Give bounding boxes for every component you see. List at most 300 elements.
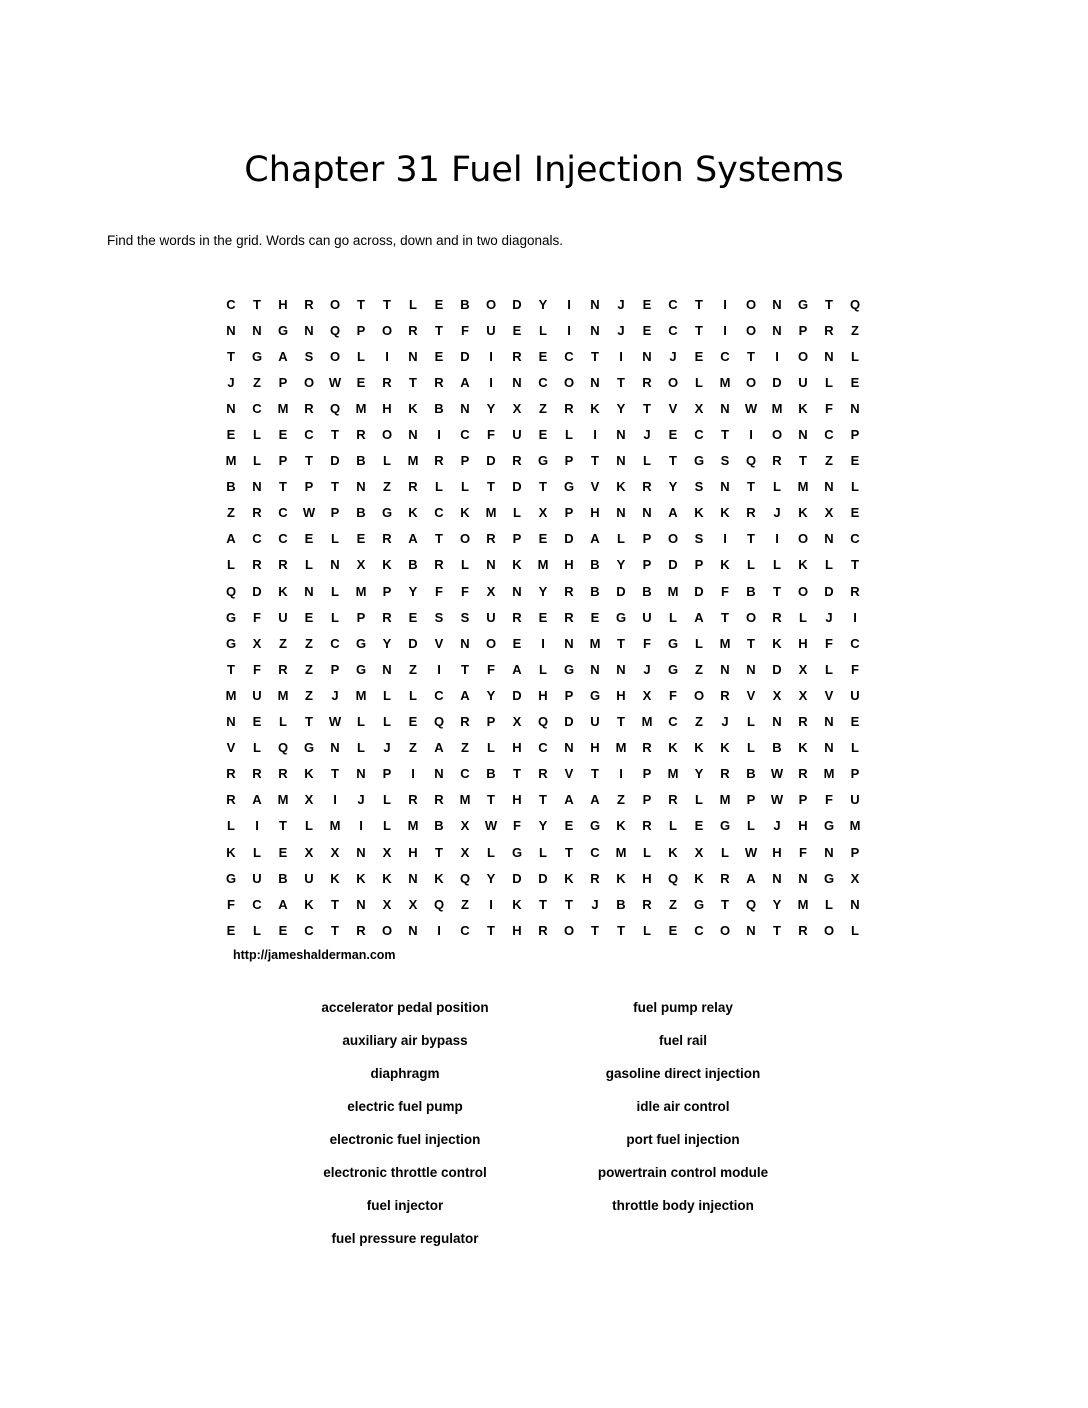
grid-letter: T bbox=[487, 922, 495, 938]
grid-letter: K bbox=[616, 818, 626, 834]
grid-letter: G bbox=[303, 740, 315, 756]
grid-letter: M bbox=[797, 479, 809, 495]
grid-letter: N bbox=[460, 635, 470, 651]
grid-letter: L bbox=[695, 374, 703, 390]
grid-letter: K bbox=[512, 896, 522, 912]
grid-letter: R bbox=[720, 687, 730, 703]
grid-letter: A bbox=[434, 740, 444, 756]
grid-letter: R bbox=[382, 609, 392, 625]
grid-letter: C bbox=[694, 922, 704, 938]
grid-letter: K bbox=[304, 896, 314, 912]
grid-letter: N bbox=[408, 427, 418, 443]
grid-letter: L bbox=[747, 740, 755, 756]
grid-letter: O bbox=[797, 583, 809, 599]
grid-letter: M bbox=[719, 374, 731, 390]
grid-letter: V bbox=[564, 766, 574, 782]
grid-letter: Y bbox=[382, 635, 392, 651]
word-list-item: fuel rail bbox=[658, 1033, 707, 1048]
grid-letter: K bbox=[720, 740, 730, 756]
grid-letter: F bbox=[461, 583, 469, 599]
grid-letter: R bbox=[434, 374, 444, 390]
grid-letter: O bbox=[563, 922, 575, 938]
grid-letter: H bbox=[590, 505, 600, 521]
grid-letter: R bbox=[408, 322, 418, 338]
grid-letter: L bbox=[851, 479, 859, 495]
grid-letter: I bbox=[723, 531, 727, 547]
grid-letter: P bbox=[356, 322, 366, 338]
grid-letter: L bbox=[279, 714, 287, 730]
grid-letter: O bbox=[485, 635, 497, 651]
grid-letter: I bbox=[437, 427, 441, 443]
grid-letter: X bbox=[330, 844, 340, 860]
grid-letter: K bbox=[798, 557, 808, 573]
grid-letter: L bbox=[227, 557, 235, 573]
word-list-item: idle air control bbox=[636, 1099, 730, 1114]
grid-letter: L bbox=[461, 557, 469, 573]
grid-letter: M bbox=[407, 453, 419, 469]
grid-letter: S bbox=[434, 609, 444, 625]
grid-letter: F bbox=[461, 322, 469, 338]
grid-letter: N bbox=[434, 766, 444, 782]
grid-letter: B bbox=[434, 400, 444, 416]
grid-letter: E bbox=[226, 427, 236, 443]
grid-letter: E bbox=[850, 453, 860, 469]
grid-letter: E bbox=[590, 609, 600, 625]
grid-letter: L bbox=[851, 740, 859, 756]
grid-letter: O bbox=[303, 374, 315, 390]
grid-letter: Y bbox=[772, 896, 782, 912]
grid-letter: I bbox=[593, 427, 597, 443]
grid-letter: I bbox=[489, 348, 493, 364]
grid-letter: G bbox=[355, 635, 367, 651]
grid-letter: O bbox=[563, 374, 575, 390]
grid-letter: T bbox=[539, 792, 547, 808]
grid-letter: E bbox=[304, 609, 314, 625]
grid-letter: W bbox=[302, 505, 316, 521]
grid-letter: M bbox=[667, 583, 679, 599]
grid-letter: L bbox=[539, 661, 547, 677]
grid-letter: R bbox=[538, 922, 548, 938]
grid-letter: R bbox=[356, 427, 366, 443]
grid-letter: N bbox=[590, 374, 600, 390]
grid-letter: E bbox=[694, 348, 704, 364]
grid-letter: L bbox=[383, 687, 391, 703]
grid-letter: G bbox=[589, 687, 601, 703]
grid-letter: P bbox=[382, 766, 392, 782]
grid-letter: Y bbox=[486, 870, 496, 886]
grid-letter: T bbox=[305, 453, 313, 469]
grid-letter: N bbox=[720, 661, 730, 677]
grid-letter: Q bbox=[459, 870, 471, 886]
grid-letter: R bbox=[642, 818, 652, 834]
grid-letter: T bbox=[773, 922, 781, 938]
grid-letter: R bbox=[226, 766, 236, 782]
grid-letter: R bbox=[824, 322, 834, 338]
grid-letter: N bbox=[304, 322, 314, 338]
grid-letter: N bbox=[226, 322, 236, 338]
grid-letter: M bbox=[667, 766, 679, 782]
grid-letter: U bbox=[486, 322, 496, 338]
grid-letter: B bbox=[746, 766, 756, 782]
grid-letter: R bbox=[408, 479, 418, 495]
grid-letter: M bbox=[459, 792, 471, 808]
grid-letter: T bbox=[695, 322, 703, 338]
grid-letter: J bbox=[643, 427, 651, 443]
grid-letter: C bbox=[720, 348, 730, 364]
grid-letter: Z bbox=[305, 687, 313, 703]
grid-letter: R bbox=[226, 792, 236, 808]
grid-letter: L bbox=[669, 818, 677, 834]
grid-letter: P bbox=[356, 609, 366, 625]
grid-letter: E bbox=[278, 427, 288, 443]
grid-letter: T bbox=[747, 479, 755, 495]
grid-letter: D bbox=[564, 531, 574, 547]
grid-letter: X bbox=[408, 896, 418, 912]
grid-letter: D bbox=[824, 583, 834, 599]
grid-letter: A bbox=[460, 374, 470, 390]
grid-letter: H bbox=[382, 400, 392, 416]
grid-letter: I bbox=[255, 818, 259, 834]
grid-letter: X bbox=[460, 844, 470, 860]
grid-letter: H bbox=[538, 687, 548, 703]
grid-letter: P bbox=[382, 583, 392, 599]
grid-letter: N bbox=[512, 583, 522, 599]
grid-letter: E bbox=[356, 531, 366, 547]
grid-letter: O bbox=[745, 374, 757, 390]
grid-letter: P bbox=[850, 766, 860, 782]
grid-letter: G bbox=[277, 322, 289, 338]
grid-letter: B bbox=[408, 557, 418, 573]
grid-letter: E bbox=[226, 922, 236, 938]
grid-letter: C bbox=[590, 844, 600, 860]
grid-letter: Z bbox=[409, 740, 417, 756]
grid-letter: T bbox=[643, 400, 651, 416]
grid-letter: D bbox=[564, 714, 574, 730]
grid-letter: I bbox=[437, 922, 441, 938]
grid-letter: H bbox=[564, 557, 574, 573]
grid-letter: X bbox=[252, 635, 262, 651]
grid-letter: E bbox=[850, 505, 860, 521]
grid-letter: K bbox=[304, 766, 314, 782]
grid-letter: M bbox=[225, 687, 237, 703]
grid-letter: N bbox=[616, 505, 626, 521]
grid-letter: U bbox=[642, 609, 652, 625]
word-list-item: diaphragm bbox=[370, 1066, 440, 1081]
grid-letter: R bbox=[772, 609, 782, 625]
grid-letter: N bbox=[226, 400, 236, 416]
grid-letter: M bbox=[355, 583, 367, 599]
grid-letter: C bbox=[694, 427, 704, 443]
grid-letter: A bbox=[408, 531, 418, 547]
grid-letter: A bbox=[590, 792, 600, 808]
word-list-item: electric fuel pump bbox=[347, 1099, 463, 1114]
grid-letter: M bbox=[537, 557, 549, 573]
grid-letter: C bbox=[460, 766, 470, 782]
grid-letter: K bbox=[694, 740, 704, 756]
grid-letter: R bbox=[252, 557, 262, 573]
grid-letter: L bbox=[357, 714, 365, 730]
grid-letter: X bbox=[460, 818, 470, 834]
grid-letter: Q bbox=[433, 714, 445, 730]
word-list-item: electronic fuel injection bbox=[329, 1132, 481, 1147]
grid-letter: A bbox=[252, 792, 262, 808]
grid-letter: N bbox=[330, 557, 340, 573]
word-list-item: fuel pump relay bbox=[633, 1000, 733, 1015]
grid-letter: E bbox=[278, 844, 288, 860]
grid-letter: C bbox=[668, 296, 678, 312]
grid-letter: Z bbox=[669, 896, 677, 912]
grid-letter: E bbox=[512, 322, 522, 338]
grid-letter: F bbox=[721, 583, 729, 599]
grid-letter: I bbox=[359, 818, 363, 834]
grid-letter: Z bbox=[461, 896, 469, 912]
grid-letter: I bbox=[437, 661, 441, 677]
grid-letter: P bbox=[564, 687, 574, 703]
grid-letter: K bbox=[720, 505, 730, 521]
word-list-item: auxiliary air bypass bbox=[342, 1033, 468, 1048]
grid-letter: C bbox=[668, 714, 678, 730]
grid-letter: R bbox=[512, 609, 522, 625]
grid-letter: T bbox=[539, 479, 547, 495]
grid-letter: P bbox=[642, 766, 652, 782]
grid-letter: F bbox=[825, 400, 833, 416]
grid-letter: V bbox=[746, 687, 756, 703]
grid-letter: D bbox=[330, 453, 340, 469]
grid-letter: Q bbox=[329, 322, 341, 338]
grid-letter: E bbox=[278, 922, 288, 938]
grid-letter: R bbox=[798, 922, 808, 938]
grid-letter: C bbox=[278, 505, 288, 521]
grid-letter: U bbox=[512, 427, 522, 443]
grid-letter: T bbox=[591, 348, 599, 364]
grid-letter: N bbox=[772, 296, 782, 312]
grid-letter: B bbox=[460, 296, 470, 312]
grid-letter: R bbox=[772, 453, 782, 469]
grid-letter: G bbox=[563, 479, 575, 495]
grid-letter: P bbox=[642, 531, 652, 547]
grid-letter: K bbox=[382, 870, 392, 886]
grid-letter: N bbox=[642, 505, 652, 521]
grid-letter: P bbox=[486, 714, 496, 730]
grid-letter: D bbox=[772, 374, 782, 390]
grid-letter: T bbox=[331, 427, 339, 443]
word-list-item: powertrain control module bbox=[597, 1165, 769, 1180]
grid-letter: R bbox=[434, 453, 444, 469]
grid-letter: F bbox=[253, 609, 261, 625]
grid-letter: F bbox=[825, 792, 833, 808]
grid-letter: Q bbox=[537, 714, 549, 730]
grid-letter: X bbox=[356, 557, 366, 573]
grid-letter: D bbox=[538, 870, 548, 886]
grid-letter: L bbox=[799, 609, 807, 625]
grid-letter: Z bbox=[695, 661, 703, 677]
grid-letter: C bbox=[850, 531, 860, 547]
grid-letter: B bbox=[486, 766, 496, 782]
grid-letter: R bbox=[252, 766, 262, 782]
grid-letter: F bbox=[253, 661, 261, 677]
grid-letter: T bbox=[383, 296, 391, 312]
grid-letter: L bbox=[253, 922, 261, 938]
word-list-item: electronic throttle control bbox=[323, 1165, 487, 1180]
grid-letter: Y bbox=[486, 687, 496, 703]
grid-letter: M bbox=[615, 740, 627, 756]
grid-letter: M bbox=[329, 818, 341, 834]
grid-letter: T bbox=[461, 661, 469, 677]
grid-letter: L bbox=[773, 479, 781, 495]
grid-letter: G bbox=[693, 453, 705, 469]
grid-letter: T bbox=[799, 453, 807, 469]
grid-letter: X bbox=[538, 505, 548, 521]
grid-letter: O bbox=[459, 531, 471, 547]
grid-letter: M bbox=[277, 400, 289, 416]
grid-letter: R bbox=[434, 792, 444, 808]
grid-letter: R bbox=[538, 766, 548, 782]
grid-letter: L bbox=[539, 322, 547, 338]
grid-letter: T bbox=[721, 896, 729, 912]
grid-letter: N bbox=[252, 479, 262, 495]
grid-letter: G bbox=[615, 609, 627, 625]
grid-letter: P bbox=[798, 792, 808, 808]
grid-letter: I bbox=[541, 635, 545, 651]
grid-letter: L bbox=[617, 531, 625, 547]
grid-letter: P bbox=[330, 505, 340, 521]
grid-letter: P bbox=[512, 531, 522, 547]
grid-letter: X bbox=[642, 687, 652, 703]
grid-letter: R bbox=[356, 922, 366, 938]
grid-letter: P bbox=[642, 792, 652, 808]
grid-letter: M bbox=[719, 635, 731, 651]
grid-letter: G bbox=[381, 505, 393, 521]
grid-letter: M bbox=[355, 687, 367, 703]
grid-letter: T bbox=[435, 844, 443, 860]
grid-letter: G bbox=[511, 844, 523, 860]
grid-letter: I bbox=[333, 792, 337, 808]
grid-letter: C bbox=[538, 740, 548, 756]
grid-letter: A bbox=[590, 531, 600, 547]
grid-letter: R bbox=[850, 583, 860, 599]
grid-letter: C bbox=[434, 505, 444, 521]
grid-letter: C bbox=[538, 374, 548, 390]
grid-letter: E bbox=[668, 922, 678, 938]
grid-letter: Y bbox=[538, 296, 548, 312]
grid-letter: R bbox=[642, 479, 652, 495]
grid-letter: M bbox=[225, 453, 237, 469]
grid-letter: L bbox=[331, 609, 339, 625]
grid-letter: D bbox=[668, 557, 678, 573]
grid-letter: E bbox=[252, 714, 262, 730]
grid-letter: G bbox=[225, 609, 237, 625]
grid-letter: T bbox=[669, 453, 677, 469]
grid-letter: F bbox=[513, 818, 521, 834]
grid-letter: K bbox=[408, 400, 418, 416]
grid-letter: L bbox=[825, 374, 833, 390]
grid-letter: N bbox=[512, 374, 522, 390]
grid-letter: P bbox=[746, 792, 756, 808]
grid-letter: J bbox=[643, 661, 651, 677]
grid-letter: N bbox=[772, 870, 782, 886]
grid-letter: N bbox=[824, 348, 834, 364]
grid-letter: K bbox=[460, 505, 470, 521]
grid-letter: L bbox=[253, 740, 261, 756]
grid-letter: S bbox=[694, 531, 704, 547]
grid-letter: Z bbox=[695, 714, 703, 730]
grid-letter: E bbox=[642, 322, 652, 338]
grid-letter: F bbox=[227, 896, 235, 912]
grid-letter: P bbox=[278, 453, 288, 469]
grid-letter: E bbox=[538, 531, 548, 547]
grid-letter: P bbox=[460, 453, 470, 469]
grid-letter: O bbox=[745, 296, 757, 312]
grid-letter: G bbox=[823, 870, 835, 886]
grid-letter: J bbox=[357, 792, 365, 808]
grid-letter: A bbox=[746, 870, 756, 886]
grid-letter: R bbox=[798, 766, 808, 782]
grid-letter: Z bbox=[279, 635, 287, 651]
grid-letter: G bbox=[667, 635, 679, 651]
grid-letter: B bbox=[590, 583, 600, 599]
grid-letter: X bbox=[512, 714, 522, 730]
grid-letter: Y bbox=[694, 766, 704, 782]
grid-letter: H bbox=[590, 740, 600, 756]
grid-letter: I bbox=[775, 348, 779, 364]
grid-letter: L bbox=[435, 479, 443, 495]
grid-letter: N bbox=[252, 322, 262, 338]
grid-letter: T bbox=[851, 557, 859, 573]
grid-letter: E bbox=[304, 531, 314, 547]
grid-letter: T bbox=[409, 374, 417, 390]
grid-letter: L bbox=[253, 453, 261, 469]
grid-letter: T bbox=[565, 844, 573, 860]
grid-letter: N bbox=[408, 348, 418, 364]
grid-letter: X bbox=[850, 870, 860, 886]
grid-letter: J bbox=[617, 296, 625, 312]
grid-letter: A bbox=[278, 896, 288, 912]
word-list-right-column bbox=[518, 991, 848, 1222]
grid-letter: I bbox=[723, 322, 727, 338]
grid-letter: K bbox=[356, 870, 366, 886]
grid-letter: L bbox=[747, 557, 755, 573]
grid-letter: R bbox=[668, 792, 678, 808]
grid-letter: T bbox=[513, 766, 521, 782]
grid-letter: C bbox=[252, 896, 262, 912]
grid-letter: T bbox=[305, 714, 313, 730]
grid-letter: D bbox=[512, 870, 522, 886]
grid-letter: H bbox=[798, 635, 808, 651]
grid-letter: G bbox=[225, 635, 237, 651]
grid-letter: C bbox=[226, 296, 236, 312]
grid-letter: E bbox=[512, 635, 522, 651]
grid-letter: F bbox=[851, 661, 859, 677]
grid-letter: U bbox=[590, 714, 600, 730]
grid-letter: O bbox=[667, 531, 679, 547]
grid-letter: O bbox=[823, 922, 835, 938]
grid-letter: K bbox=[512, 557, 522, 573]
grid-letter: D bbox=[408, 635, 418, 651]
grid-letter: T bbox=[227, 661, 235, 677]
grid-letter: N bbox=[798, 870, 808, 886]
grid-letter: I bbox=[567, 322, 571, 338]
grid-letter: R bbox=[512, 453, 522, 469]
grid-letter: D bbox=[772, 661, 782, 677]
grid-letter: P bbox=[850, 844, 860, 860]
grid-letter: Z bbox=[383, 479, 391, 495]
grid-letter: N bbox=[590, 661, 600, 677]
grid-letter: T bbox=[331, 766, 339, 782]
grid-letter: N bbox=[304, 583, 314, 599]
grid-letter: K bbox=[590, 400, 600, 416]
grid-letter: T bbox=[331, 479, 339, 495]
grid-letter: H bbox=[772, 844, 782, 860]
